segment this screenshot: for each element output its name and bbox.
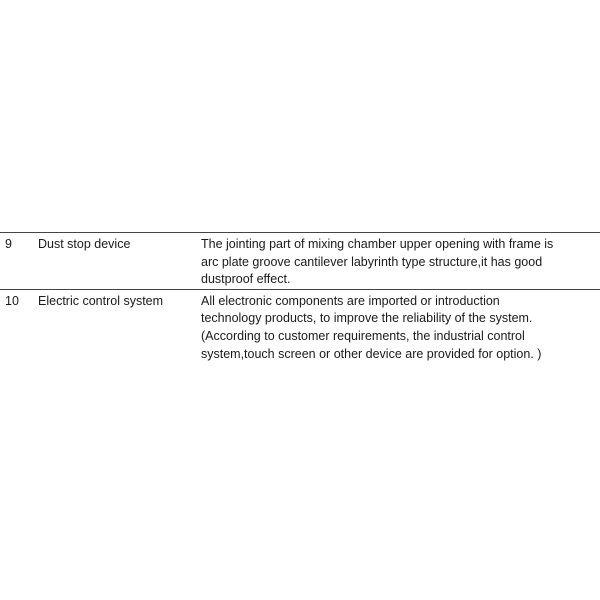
description-line: dustproof effect. <box>201 272 291 287</box>
item-name: Electric control system <box>34 289 197 363</box>
row-number: 10 <box>0 289 34 363</box>
item-description <box>197 289 600 363</box>
description-line: arc plate groove cantilever labyrinth type structure,it has good <box>201 254 543 269</box>
description-line: All electronic components are imported or introduction <box>201 293 500 308</box>
description-line: technology products, to improve the reliability of the system. <box>201 311 533 326</box>
description-line: system,touch screen or other device are provided for option. ) <box>201 346 542 361</box>
row-number: 9 <box>0 233 34 290</box>
description-line: The jointing part of mixing chamber upper opening with frame is <box>201 237 554 251</box>
item-description <box>197 233 600 290</box>
table-row <box>0 289 600 363</box>
table-row <box>0 233 600 290</box>
item-name: Dust stop device <box>34 233 197 290</box>
description-line: (According to customer requirements, the industrial control <box>201 328 525 343</box>
spec-table <box>0 232 600 363</box>
